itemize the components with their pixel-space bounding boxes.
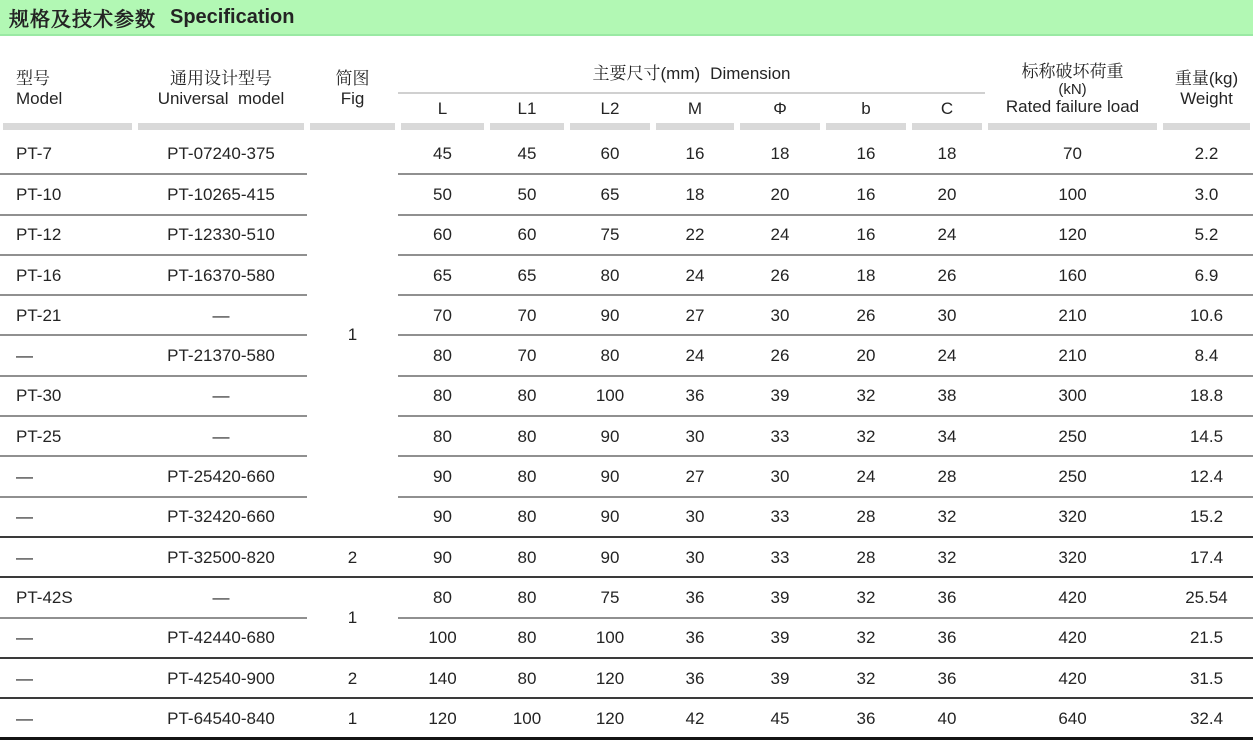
dimension-cell-C: 28 xyxy=(909,456,985,496)
dimension-cell-L2: 90 xyxy=(567,456,653,496)
dimension-cell-M: 42 xyxy=(653,698,737,738)
specification-table-wrapper xyxy=(0,55,1253,740)
table-row xyxy=(0,416,1253,456)
dimension-cell-M: 36 xyxy=(653,376,737,416)
model-cell: — xyxy=(0,618,135,658)
dimension-cell-C: 32 xyxy=(909,537,985,577)
dimension-cell-L2: 75 xyxy=(567,215,653,255)
dimension-cell-M: 24 xyxy=(653,255,737,295)
dimension-cell-Φ: 26 xyxy=(737,335,823,375)
col-header-dim-M: M xyxy=(687,98,703,118)
rated-failure-load-cell: 210 xyxy=(985,295,1160,335)
col-header-dim-L1: L1 xyxy=(517,98,537,118)
dimension-cell-L2: 90 xyxy=(567,295,653,335)
dimension-cell-C: 30 xyxy=(909,295,985,335)
dimension-cell-Φ: 33 xyxy=(737,416,823,456)
dimension-cell-L1: 50 xyxy=(487,174,567,214)
dimension-cell-b: 32 xyxy=(823,658,909,698)
table-row xyxy=(0,174,1253,214)
dimension-cell-L2: 75 xyxy=(567,577,653,617)
dimension-cell-C: 40 xyxy=(909,698,985,738)
dimension-cell-L: 90 xyxy=(398,456,487,496)
dimension-cell-L1: 70 xyxy=(487,335,567,375)
dimension-cell-b: 18 xyxy=(823,255,909,295)
weight-cell: 17.4 xyxy=(1160,537,1253,577)
table-row xyxy=(0,134,1253,174)
table-row xyxy=(0,577,1253,617)
dimension-cell-b: 36 xyxy=(823,698,909,738)
dimension-cell-M: 36 xyxy=(653,658,737,698)
universal-model-cell: PT-10265-415 xyxy=(135,174,307,214)
dimension-cell-b: 32 xyxy=(823,416,909,456)
dimension-cell-b: 16 xyxy=(823,174,909,214)
section-title-en: Specification xyxy=(170,5,295,28)
weight-cell: 21.5 xyxy=(1160,618,1253,658)
header-underline-strip xyxy=(826,123,906,130)
dimension-cell-L2: 120 xyxy=(567,658,653,698)
col-header-dim-L: L xyxy=(437,98,448,118)
dimension-cell-L: 120 xyxy=(398,698,487,738)
dimension-cell-M: 27 xyxy=(653,295,737,335)
dimension-cell-M: 27 xyxy=(653,456,737,496)
dimension-cell-L1: 80 xyxy=(487,376,567,416)
dimension-cell-L1: 80 xyxy=(487,497,567,537)
rated-failure-load-cell: 250 xyxy=(985,456,1160,496)
dimension-cell-L2: 100 xyxy=(567,618,653,658)
section-title-zh: 规格及技术参数 xyxy=(9,8,156,31)
table-row xyxy=(0,456,1253,496)
header-underline-strip xyxy=(656,123,734,130)
specification-table xyxy=(0,55,1253,740)
dimension-cell-C: 32 xyxy=(909,497,985,537)
fig-cell: 1 xyxy=(307,134,398,537)
weight-cell: 2.2 xyxy=(1160,134,1253,174)
table-header xyxy=(0,55,1253,134)
dimension-cell-L: 50 xyxy=(398,174,487,214)
weight-cell: 10.6 xyxy=(1160,295,1253,335)
header-underline-strip xyxy=(138,123,304,130)
dimension-cell-b: 16 xyxy=(823,134,909,174)
dimension-cell-Φ: 39 xyxy=(737,376,823,416)
universal-model-cell: PT-16370-580 xyxy=(135,255,307,295)
dimension-cell-L2: 60 xyxy=(567,134,653,174)
dimension-cell-C: 36 xyxy=(909,658,985,698)
dimension-cell-L1: 80 xyxy=(487,577,567,617)
col-header-load-zh: 标称破坏荷重 xyxy=(1021,61,1124,81)
weight-cell: 8.4 xyxy=(1160,335,1253,375)
dimension-cell-L: 100 xyxy=(398,618,487,658)
header-underline-strip xyxy=(3,123,132,130)
dimension-cell-b: 28 xyxy=(823,497,909,537)
dimension-cell-L1: 45 xyxy=(487,134,567,174)
dimension-cell-M: 30 xyxy=(653,537,737,577)
dimension-cell-L1: 80 xyxy=(487,537,567,577)
dimension-cell-L: 80 xyxy=(398,577,487,617)
dimension-cell-M: 18 xyxy=(653,174,737,214)
table-row xyxy=(0,295,1253,335)
dimension-cell-L2: 80 xyxy=(567,255,653,295)
dimension-cell-L1: 100 xyxy=(487,698,567,738)
table-row xyxy=(0,698,1253,738)
col-header-universal-en: Universal model xyxy=(157,89,285,108)
dimension-cell-L1: 80 xyxy=(487,456,567,496)
dimension-cell-L2: 120 xyxy=(567,698,653,738)
dimension-cell-Φ: 45 xyxy=(737,698,823,738)
rated-failure-load-cell: 420 xyxy=(985,577,1160,617)
col-header-load-en: Rated failure load xyxy=(1005,96,1140,116)
model-cell: PT-42S xyxy=(0,577,135,617)
model-cell: — xyxy=(0,497,135,537)
dimension-cell-L2: 90 xyxy=(567,416,653,456)
model-cell: PT-7 xyxy=(0,134,135,174)
dimension-cell-L2: 90 xyxy=(567,537,653,577)
dimension-cell-b: 32 xyxy=(823,618,909,658)
model-cell: PT-16 xyxy=(0,255,135,295)
col-header-dim-C: C xyxy=(940,98,954,118)
dimension-cell-L: 80 xyxy=(398,335,487,375)
table-row xyxy=(0,497,1253,537)
model-cell: PT-25 xyxy=(0,416,135,456)
header-underline-strip xyxy=(1163,123,1250,130)
model-cell: — xyxy=(0,456,135,496)
col-header-dim-phi: Φ xyxy=(773,98,787,118)
dimension-cell-L1: 70 xyxy=(487,295,567,335)
dimension-cell-L2: 90 xyxy=(567,497,653,537)
col-header-weight xyxy=(1160,55,1253,123)
universal-model-cell: PT-42440-680 xyxy=(135,618,307,658)
table-body xyxy=(0,134,1253,738)
rated-failure-load-cell: 160 xyxy=(985,255,1160,295)
fig-cell: 1 xyxy=(307,698,398,738)
dimension-cell-C: 18 xyxy=(909,134,985,174)
universal-model-cell: PT-42540-900 xyxy=(135,658,307,698)
header-underline-strip xyxy=(570,123,650,130)
rated-failure-load-cell: 320 xyxy=(985,537,1160,577)
table-row xyxy=(0,335,1253,375)
model-cell: PT-10 xyxy=(0,174,135,214)
dimension-cell-L: 60 xyxy=(398,215,487,255)
dimension-cell-C: 24 xyxy=(909,335,985,375)
dimension-cell-M: 16 xyxy=(653,134,737,174)
col-header-fig-zh: 简图 xyxy=(335,69,370,89)
col-header-weight-en: Weight xyxy=(1180,89,1233,108)
dimension-cell-L: 45 xyxy=(398,134,487,174)
table-row xyxy=(0,618,1253,658)
col-header-dimension-group xyxy=(398,55,985,93)
fig-cell: 2 xyxy=(307,658,398,698)
table-row xyxy=(0,215,1253,255)
header-underline-strip xyxy=(490,123,564,130)
dimension-cell-Φ: 18 xyxy=(737,134,823,174)
dimension-cell-L2: 65 xyxy=(567,174,653,214)
dimension-cell-M: 36 xyxy=(653,618,737,658)
dimension-cell-Φ: 39 xyxy=(737,658,823,698)
model-cell: PT-12 xyxy=(0,215,135,255)
universal-model-cell: PT-12330-510 xyxy=(135,215,307,255)
weight-cell: 6.9 xyxy=(1160,255,1253,295)
section-title-bar xyxy=(0,0,1253,36)
col-header-dim-b: b xyxy=(861,98,871,118)
dimension-cell-L: 140 xyxy=(398,658,487,698)
model-cell: — xyxy=(0,537,135,577)
col-header-dim-L2: L2 xyxy=(600,98,620,118)
dimension-cell-M: 30 xyxy=(653,416,737,456)
header-underline-strip xyxy=(912,123,982,130)
rated-failure-load-cell: 70 xyxy=(985,134,1160,174)
dimension-cell-Φ: 30 xyxy=(737,456,823,496)
fig-cell: 1 xyxy=(307,577,398,658)
universal-model-cell: PT-21370-580 xyxy=(135,335,307,375)
dimension-cell-M: 22 xyxy=(653,215,737,255)
header-underline-strip xyxy=(401,123,484,130)
dimension-cell-L: 90 xyxy=(398,497,487,537)
rated-failure-load-cell: 120 xyxy=(985,215,1160,255)
header-underline-row xyxy=(0,123,1253,134)
col-header-fig xyxy=(307,55,398,123)
dimension-cell-Φ: 39 xyxy=(737,577,823,617)
dimension-cell-L: 65 xyxy=(398,255,487,295)
rated-failure-load-cell: 300 xyxy=(985,376,1160,416)
rated-failure-load-cell: 420 xyxy=(985,658,1160,698)
dimension-cell-Φ: 33 xyxy=(737,537,823,577)
model-cell: — xyxy=(0,335,135,375)
dimension-cell-L1: 80 xyxy=(487,658,567,698)
universal-model-cell: — xyxy=(135,577,307,617)
dimension-cell-b: 28 xyxy=(823,537,909,577)
col-header-weight-zh: 重量(kg) xyxy=(1174,69,1239,89)
rated-failure-load-cell: 250 xyxy=(985,416,1160,456)
header-underline-strip xyxy=(740,123,820,130)
table-row xyxy=(0,658,1253,698)
dimension-cell-b: 32 xyxy=(823,376,909,416)
table-row xyxy=(0,537,1253,577)
rated-failure-load-cell: 210 xyxy=(985,335,1160,375)
dimension-cell-Φ: 26 xyxy=(737,255,823,295)
dimension-cell-C: 36 xyxy=(909,618,985,658)
dimension-cell-b: 32 xyxy=(823,577,909,617)
dimension-cell-L: 80 xyxy=(398,416,487,456)
dimension-cell-b: 20 xyxy=(823,335,909,375)
dimension-cell-M: 36 xyxy=(653,577,737,617)
model-cell: PT-21 xyxy=(0,295,135,335)
dimension-cell-L1: 65 xyxy=(487,255,567,295)
universal-model-cell: PT-32420-660 xyxy=(135,497,307,537)
col-header-universal-model xyxy=(135,55,307,123)
dimension-cell-Φ: 20 xyxy=(737,174,823,214)
rated-failure-load-cell: 640 xyxy=(985,698,1160,738)
dimension-cell-Φ: 30 xyxy=(737,295,823,335)
universal-model-cell: PT-07240-375 xyxy=(135,134,307,174)
weight-cell: 14.5 xyxy=(1160,416,1253,456)
model-cell: PT-30 xyxy=(0,376,135,416)
dimension-cell-b: 26 xyxy=(823,295,909,335)
model-cell: — xyxy=(0,698,135,738)
table-row xyxy=(0,376,1253,416)
weight-cell: 12.4 xyxy=(1160,456,1253,496)
weight-cell: 31.5 xyxy=(1160,658,1253,698)
dimension-cell-L: 90 xyxy=(398,537,487,577)
dimension-cell-Φ: 24 xyxy=(737,215,823,255)
table-row xyxy=(0,255,1253,295)
weight-cell: 32.4 xyxy=(1160,698,1253,738)
col-header-model-en: Model xyxy=(16,89,63,108)
dimension-cell-L1: 60 xyxy=(487,215,567,255)
col-header-fig-en: Fig xyxy=(340,89,365,108)
col-header-model xyxy=(0,55,135,123)
dimension-cell-L1: 80 xyxy=(487,618,567,658)
dimension-cell-C: 36 xyxy=(909,577,985,617)
col-header-model-zh: 型号 xyxy=(16,69,50,89)
model-cell: — xyxy=(0,658,135,698)
dimension-cell-C: 38 xyxy=(909,376,985,416)
dimension-cell-L: 80 xyxy=(398,376,487,416)
dimension-cell-C: 24 xyxy=(909,215,985,255)
col-header-rated-failure-load xyxy=(985,55,1160,123)
universal-model-cell: PT-25420-660 xyxy=(135,456,307,496)
dimension-cell-L1: 80 xyxy=(487,416,567,456)
dimension-cell-C: 34 xyxy=(909,416,985,456)
weight-cell: 18.8 xyxy=(1160,376,1253,416)
rated-failure-load-cell: 420 xyxy=(985,618,1160,658)
universal-model-cell: — xyxy=(135,376,307,416)
dimension-cell-Φ: 39 xyxy=(737,618,823,658)
col-header-universal-zh: 通用设计型号 xyxy=(170,69,272,89)
dimension-cell-b: 24 xyxy=(823,456,909,496)
col-header-load-unit: (kN) xyxy=(1058,80,1087,98)
universal-model-cell: — xyxy=(135,295,307,335)
header-underline-strip xyxy=(988,123,1157,130)
weight-cell: 5.2 xyxy=(1160,215,1253,255)
universal-model-cell: — xyxy=(135,416,307,456)
dimension-cell-b: 16 xyxy=(823,215,909,255)
col-header-dimension-en: Dimension xyxy=(710,63,791,83)
weight-cell: 3.0 xyxy=(1160,174,1253,214)
rated-failure-load-cell: 100 xyxy=(985,174,1160,214)
dimension-cell-L: 70 xyxy=(398,295,487,335)
weight-cell: 25.54 xyxy=(1160,577,1253,617)
fig-cell: 2 xyxy=(307,537,398,577)
dimension-cell-M: 24 xyxy=(653,335,737,375)
col-header-dimension-zh: 主要尺寸(mm) xyxy=(592,63,701,83)
header-underline-strip xyxy=(310,123,395,130)
dimension-cell-C: 26 xyxy=(909,255,985,295)
weight-cell: 15.2 xyxy=(1160,497,1253,537)
universal-model-cell: PT-32500-820 xyxy=(135,537,307,577)
dimension-cell-L2: 100 xyxy=(567,376,653,416)
dimension-cell-C: 20 xyxy=(909,174,985,214)
rated-failure-load-cell: 320 xyxy=(985,497,1160,537)
dimension-cell-M: 30 xyxy=(653,497,737,537)
universal-model-cell: PT-64540-840 xyxy=(135,698,307,738)
dimension-cell-L2: 80 xyxy=(567,335,653,375)
dimension-cell-Φ: 33 xyxy=(737,497,823,537)
header-row-groups xyxy=(0,55,1253,93)
